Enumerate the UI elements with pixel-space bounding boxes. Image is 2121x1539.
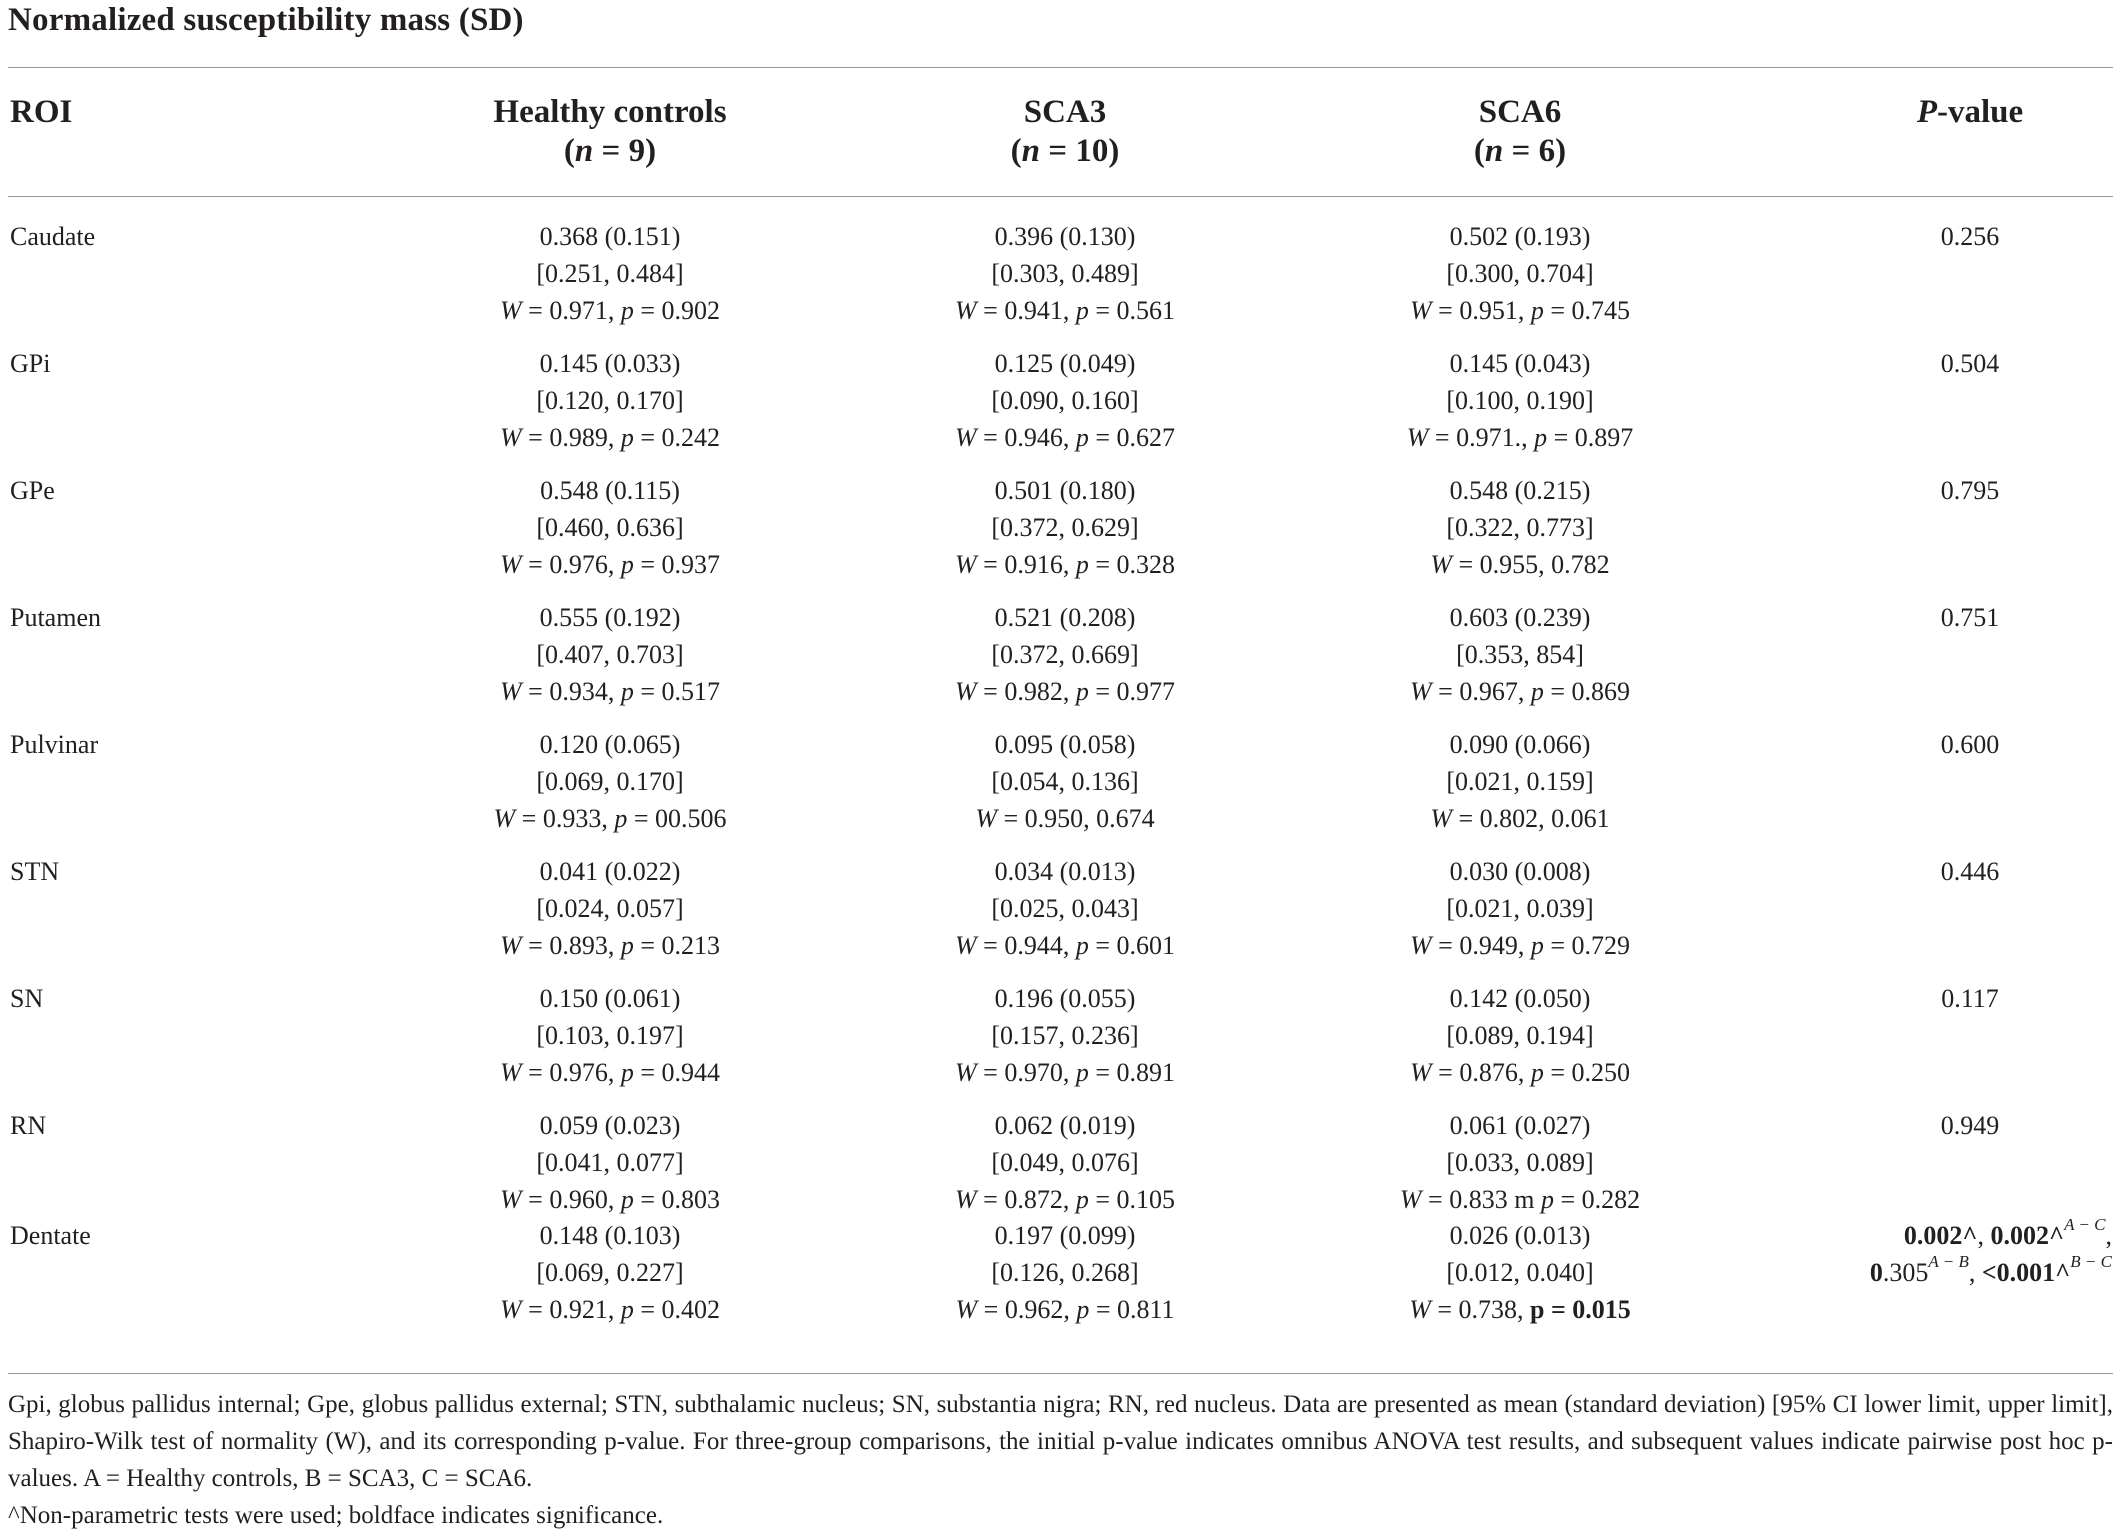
mean-sd: 0.034 (0.013) [994,857,1136,886]
cell-p-value: 0.256 [1940,222,2000,251]
ci-range: [0.021, 0.039] [1446,894,1594,923]
header-sca6 [1310,93,1730,171]
normality-test: W = 0.950, 0.674 [975,804,1155,833]
roi-label: RN [10,1111,47,1140]
table-row [0,345,2121,472]
cell-sca6 [1310,980,1730,1091]
ci-range: [0.460, 0.636] [536,513,684,542]
mean-sd: 0.059 (0.023) [539,1111,681,1140]
mean-sd: 0.548 (0.115) [540,476,680,505]
mean-sd: 0.145 (0.033) [539,349,681,378]
mean-sd: 0.548 (0.215) [1449,476,1591,505]
normality-test: W = 0.949, p = 0.729 [1409,931,1630,960]
cell-healthy-controls [400,1217,820,1328]
top-rule [8,67,2113,68]
normality-test: W = 0.971., p = 0.897 [1406,423,1634,452]
cell-sca6 [1310,853,1730,964]
cell-sca3 [855,1107,1275,1218]
cell-sca3 [855,853,1275,964]
table-row [0,980,2121,1107]
bottom-rule [8,1373,2113,1374]
normality-test: W = 0.946, p = 0.627 [954,423,1175,452]
cell-healthy-controls [400,345,820,456]
roi-label: Pulvinar [10,730,99,759]
normality-test: W = 0.833 m p = 0.282 [1399,1185,1641,1214]
cell-p-value: 0.795 [1940,476,2000,505]
cell-sca6 [1310,599,1730,710]
cell-healthy-controls [400,599,820,710]
cell-sca3 [855,472,1275,583]
normality-test: W = 0.962, p = 0.811 [955,1295,1175,1324]
ci-range: [0.090, 0.160] [991,386,1139,415]
mean-sd: 0.095 (0.058) [994,730,1136,759]
cell-healthy-controls [400,726,820,837]
mean-sd: 0.197 (0.099) [994,1221,1136,1250]
cell-healthy-controls [400,1107,820,1218]
mean-sd: 0.396 (0.130) [994,222,1136,251]
mean-sd: 0.521 (0.208) [994,603,1136,632]
roi-label: GPe [10,476,55,505]
header-rule [8,196,2113,197]
normality-test: W = 0.970, p = 0.891 [954,1058,1175,1087]
cell-p-value [1740,1217,2112,1291]
roi-label: Putamen [10,603,101,632]
normality-test: W = 0.944, p = 0.601 [954,931,1175,960]
mean-sd: 0.125 (0.049) [994,349,1136,378]
ci-range: [0.322, 0.773] [1446,513,1594,542]
mean-sd: 0.368 (0.151) [539,222,681,251]
mean-sd: 0.196 (0.055) [994,984,1136,1013]
mean-sd: 0.501 (0.180) [994,476,1136,505]
table-row [0,1107,2121,1234]
ci-range: [0.041, 0.077] [536,1148,684,1177]
normality-test: W = 0.982, p = 0.977 [954,677,1175,706]
mean-sd: 0.145 (0.043) [1449,349,1591,378]
mean-sd: 0.090 (0.066) [1449,730,1591,759]
header-hc-name: Healthy controls [493,94,727,130]
ci-range: [0.049, 0.076] [991,1148,1139,1177]
normality-test: W = 0.893, p = 0.213 [499,931,720,960]
header-healthy-controls [400,93,820,171]
cell-p-value: 0.117 [1941,984,1999,1013]
ci-range: [0.054, 0.136] [991,767,1139,796]
cell-sca6 [1310,218,1730,329]
ci-range: [0.120, 0.170] [536,386,684,415]
normality-test: W = 0.872, p = 0.105 [954,1185,1175,1214]
normality-test: W = 0.876, p = 0.250 [1409,1058,1630,1087]
footnote [8,1386,2113,1534]
table-title: Normalized susceptibility mass (SD) [8,2,524,38]
normality-test: W = 0.971, p = 0.902 [499,296,720,325]
header-sca6-name: SCA6 [1478,94,1562,130]
cell-p-value: 0.751 [1940,603,2000,632]
mean-sd: 0.120 (0.065) [539,730,681,759]
cell-healthy-controls [400,472,820,583]
cell-sca3 [855,1217,1275,1328]
cell-p-value: 0.446 [1940,857,2000,886]
roi-label: Dentate [10,1221,91,1250]
normality-test: W = 0.916, p = 0.328 [954,550,1175,579]
mean-sd: 0.148 (0.103) [539,1221,681,1250]
ci-range: [0.372, 0.629] [991,513,1139,542]
mean-sd: 0.041 (0.022) [539,857,681,886]
footnote-symbols: ^Non-parametric tests were used; boldface indicates significance. [8,1502,664,1529]
cell-sca6 [1310,1217,1730,1328]
ci-range: [0.126, 0.268] [991,1258,1139,1287]
cell-sca3 [855,599,1275,710]
cell-healthy-controls [400,853,820,964]
header-sca6-n: (n = 6) [1473,133,1567,169]
roi-label: SN [10,984,44,1013]
ci-range: [0.025, 0.043] [991,894,1139,923]
header-roi: ROI [10,94,73,130]
header-sca3-name: SCA3 [1023,94,1107,130]
normality-test: W = 0.738, p = 0.015 [1409,1295,1631,1324]
footnote-abbreviations: Gpi, globus pallidus internal; Gpe, globus pallidus external; STN, subthalamic nucleus; SN, substantia nigra; RN, red nucleus. Data are presented as mean (standard deviation) [95% CI lower limit, upper limit], Shapiro-Wilk test of normality (W), and its corresponding p-value. For three-group comparisons, the initial p-value indicates omnibus ANOVA test results, and subsequent values indicate pairwise post hoc p-values. A = Healthy controls, B = SCA3, C = SCA6. [8,1391,2113,1492]
mean-sd: 0.061 (0.027) [1449,1111,1591,1140]
normality-test: W = 0.934, p = 0.517 [499,677,720,706]
normality-test: W = 0.941, p = 0.561 [954,296,1175,325]
roi-label: Caudate [10,222,96,251]
table-row [0,472,2121,599]
cell-p-value: 0.600 [1940,730,2000,759]
table-row [0,726,2121,853]
mean-sd: 0.555 (0.192) [539,603,681,632]
normality-test: W = 0.967, p = 0.869 [1409,677,1630,706]
table-row [0,853,2121,980]
ci-range: [0.353, 854] [1456,640,1584,669]
ci-range: [0.300, 0.704] [1446,259,1594,288]
p-line-1: 0.002^, 0.002^$^{A - C}$, [1903,1215,2112,1250]
mean-sd: 0.603 (0.239) [1449,603,1591,632]
ci-range: [0.157, 0.236] [991,1021,1139,1050]
roi-label: GPi [10,349,51,378]
mean-sd: 0.142 (0.050) [1449,984,1591,1013]
mean-sd: 0.062 (0.019) [994,1111,1136,1140]
roi-label: STN [10,857,60,886]
normality-test: W = 0.960, p = 0.803 [499,1185,720,1214]
ci-range: [0.407, 0.703] [536,640,684,669]
cell-sca6 [1310,472,1730,583]
table-row [0,218,2121,345]
normality-test: W = 0.951, p = 0.745 [1409,296,1630,325]
ci-range: [0.024, 0.057] [536,894,684,923]
ci-range: [0.372, 0.669] [991,640,1139,669]
cell-p-value: 0.949 [1940,1111,2000,1140]
cell-p-value: 0.504 [1940,349,2000,378]
ci-range: [0.303, 0.489] [991,259,1139,288]
cell-healthy-controls [400,218,820,329]
significant-p: p = 0.015 [1530,1295,1631,1324]
header-sca3-n: (n = 10) [1010,133,1120,169]
cell-sca6 [1310,726,1730,837]
header-p-value: P-value [1916,94,2024,130]
table-row-dentate [0,1217,2121,1344]
ci-range: [0.100, 0.190] [1446,386,1594,415]
cell-sca3 [855,726,1275,837]
header-hc-n: (n = 9) [563,133,657,169]
ci-range: [0.021, 0.159] [1446,767,1594,796]
ci-range: [0.012, 0.040] [1446,1258,1594,1287]
normality-test: W = 0.921, p = 0.402 [499,1295,720,1324]
cell-sca3 [855,980,1275,1091]
normality-test: W = 0.955, 0.782 [1430,550,1610,579]
cell-sca3 [855,218,1275,329]
table-row [0,599,2121,726]
mean-sd: 0.150 (0.061) [539,984,681,1013]
normality-test: W = 0.976, p = 0.937 [499,550,720,579]
normality-test: W = 0.802, 0.061 [1430,804,1610,833]
normality-test: W = 0.933, p = 00.506 [493,804,727,833]
mean-sd: 0.030 (0.008) [1449,857,1591,886]
header-sca3 [855,93,1275,171]
ci-range: [0.089, 0.194] [1446,1021,1594,1050]
normality-test: W = 0.989, p = 0.242 [499,423,720,452]
ci-range: [0.251, 0.484] [536,259,684,288]
mean-sd: 0.026 (0.013) [1449,1221,1591,1250]
ci-range: [0.069, 0.227] [536,1258,684,1287]
ci-range: [0.069, 0.170] [536,767,684,796]
mean-sd: 0.502 (0.193) [1449,222,1591,251]
cell-sca3 [855,345,1275,456]
cell-sca6 [1310,345,1730,456]
p-line-2: $0.305^{A - B}$, <0.001^$^{B - C}$ [1869,1252,2112,1287]
normality-test: W = 0.976, p = 0.944 [499,1058,720,1087]
cell-sca6 [1310,1107,1730,1218]
ci-range: [0.033, 0.089] [1446,1148,1594,1177]
cell-healthy-controls [400,980,820,1091]
ci-range: [0.103, 0.197] [536,1021,684,1050]
